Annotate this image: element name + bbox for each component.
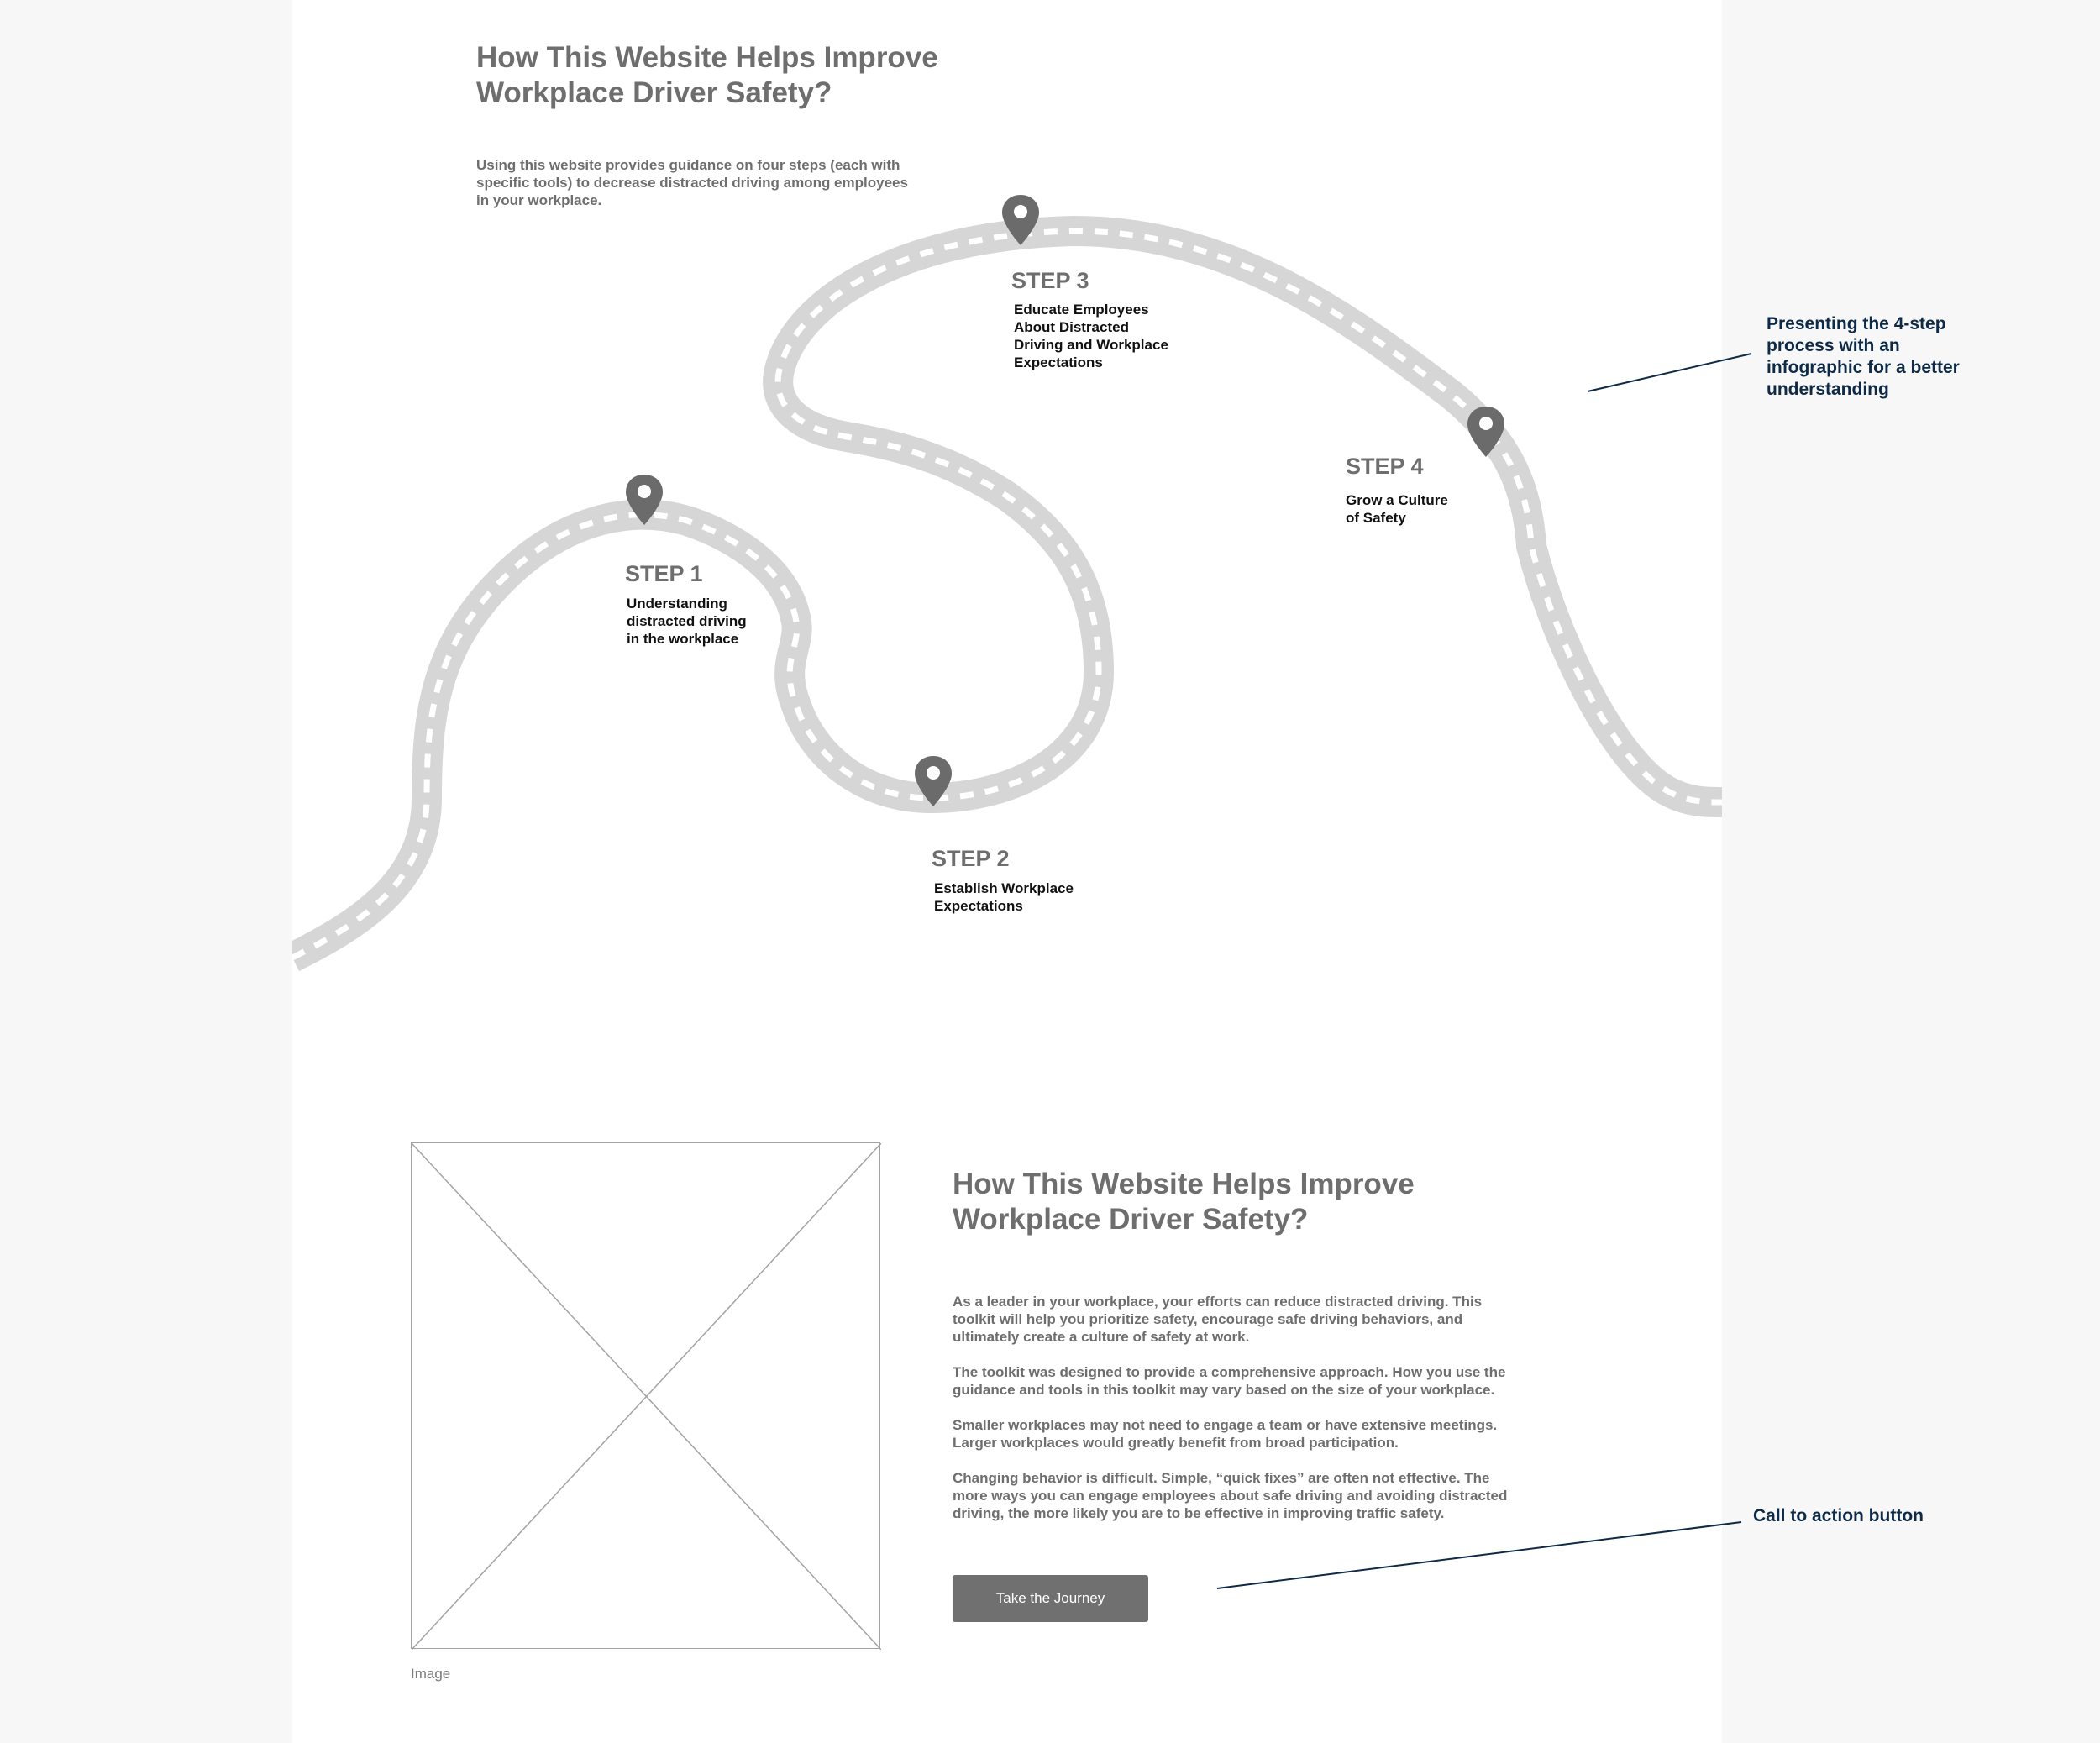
infographic-annotation: Presenting the 4-step process with an infographic for a better understanding: [1767, 314, 1960, 399]
intro-title: How This Website Helps Improve Workplace Driver Safety?: [476, 41, 938, 109]
cta-annotation: Call to action button: [1753, 1506, 1924, 1525]
step-2-label: STEP 2: [932, 846, 1010, 871]
step-4-label: STEP 4: [1346, 454, 1424, 479]
step-4-description: Grow a Culture of Safety: [1346, 492, 1448, 526]
intro-description: Using this website provides guidance on four steps (each with specific tools) to decrease distracted driving among employees in your workplace.: [476, 157, 908, 208]
about-paragraph-2: The toolkit was designed to provide a comprehensive approach. How you use the guidance and tools in this toolkit may vary based on the size of your workplace.: [953, 1364, 1506, 1398]
step-1-label: STEP 1: [625, 561, 703, 586]
about-paragraph-4: Changing behavior is difficult. Simple, “quick fixes” are often not effective. The more ways you can engage employees about safe driving and avoiding distracted driving, the more likely you are to be effective in improving traffic safety.: [953, 1470, 1508, 1521]
take-the-journey-button[interactable]: Take the Journey: [953, 1575, 1148, 1622]
image-caption: Image: [411, 1666, 451, 1682]
step-1-description: Understanding distracted driving in the workplace: [627, 596, 747, 647]
cta-annotation-line: [1217, 1522, 1741, 1588]
about-paragraph-1: As a leader in your workplace, your efforts can reduce distracted driving. This toolkit will help you prioritize safety, encourage safe driving behaviors, and ultimately create a culture of safety at work.: [953, 1294, 1483, 1345]
step-3-label: STEP 3: [1011, 268, 1089, 293]
about-title: How This Website Helps Improve Workplace Driver Safety?: [953, 1168, 1415, 1236]
about-paragraph-3: Smaller workplaces may not need to engage a team or have extensive meetings. Larger workplaces would greatly benefit from broad participation.: [953, 1417, 1498, 1451]
step-3-description: Educate Employees About Distracted Driving and Workplace Expectations: [1014, 302, 1168, 370]
step-2-description: Establish Workplace Expectations: [934, 880, 1074, 914]
infographic-annotation-line: [1588, 354, 1751, 391]
